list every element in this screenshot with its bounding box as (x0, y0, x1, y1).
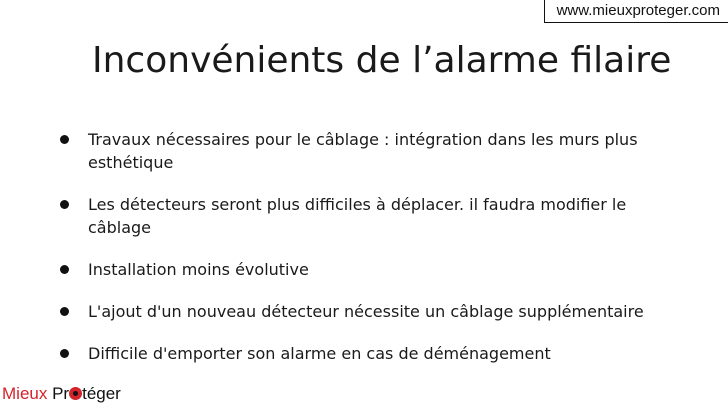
bullet-icon (60, 349, 69, 358)
list-item (48, 258, 668, 281)
logo-word-mieux: Mieux (2, 384, 48, 403)
bullet-text: L'ajout d'un nouveau détecteur nécessite un câblage supplémentaire (88, 302, 644, 321)
bullet-list (48, 128, 668, 384)
logo-word-teger: téger (82, 384, 121, 403)
bullet-icon (60, 265, 69, 274)
list-item (48, 193, 668, 239)
logo-word-pr: Pr (52, 384, 70, 403)
list-item (48, 128, 668, 174)
bullet-text: Travaux nécessaires pour le câblage : intégration dans les murs plus esthétique (88, 130, 638, 172)
list-item (48, 300, 668, 323)
eye-icon (69, 387, 82, 400)
brand-logo (2, 384, 121, 404)
bullet-text: Installation moins évolutive (88, 260, 309, 279)
bullet-icon (60, 200, 69, 209)
bullet-text: Les détecteurs seront plus difficiles à déplacer. il faudra modifier le câblage (88, 195, 627, 237)
bullet-icon (60, 135, 69, 144)
bullet-text: Difficile d'emporter son alarme en cas de déménagement (88, 344, 551, 363)
bullet-icon (60, 307, 69, 316)
website-url[interactable]: www.mieuxproteger.com (544, 0, 728, 23)
slide-title: Inconvénients de l’alarme filaire (92, 40, 672, 81)
list-item (48, 342, 668, 365)
